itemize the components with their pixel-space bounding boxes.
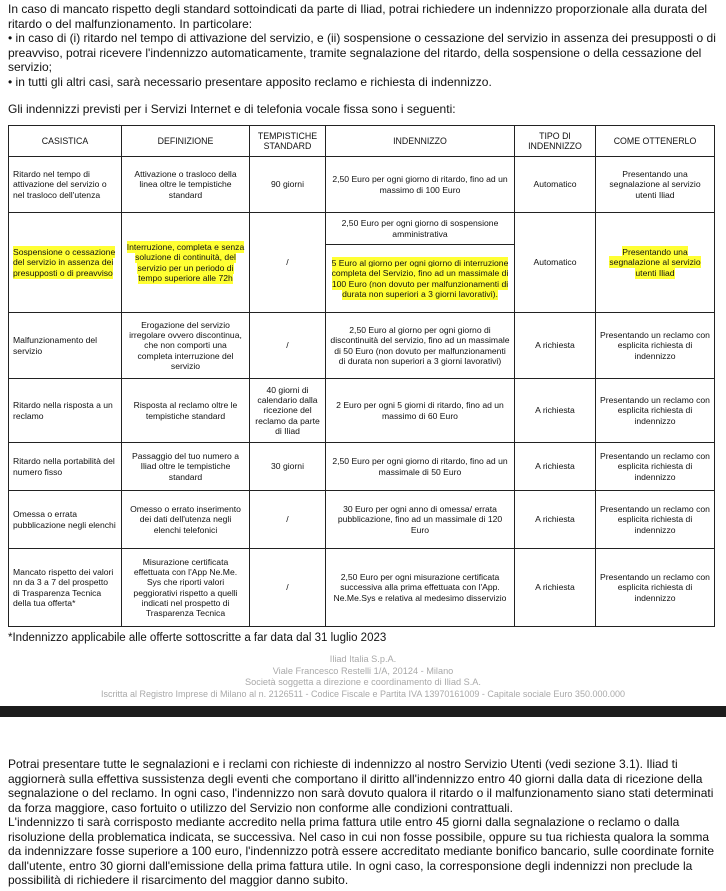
intro-text-block — [8, 2, 720, 90]
table-row — [9, 491, 715, 549]
highlighted-text: Presentando una segnalazione al servizio utenti Iliad — [609, 247, 701, 278]
header-tempistiche: TEMPISTICHE STANDARD — [250, 126, 326, 157]
page-footer — [0, 654, 726, 700]
cell-tipo: A richiesta — [515, 491, 596, 549]
footer-company: Iliad Italia S.p.A. — [329, 654, 397, 664]
cell-tipo: A richiesta — [515, 443, 596, 491]
cell-indennizzo: 2,50 Euro al giorno per ogni giorno di discontinuità del servizio, fino ad un massimale di 50 Euro (non dovuto per malfunzionamenti di durata non superiori a 3 giorni lavorativi) — [326, 313, 515, 379]
footer-address: Viale Francesco Restelli 1/A, 20124 - Milano — [272, 665, 454, 676]
table-row — [9, 549, 715, 627]
footer-direction: Società soggetta a direzione e coordinamento di Iliad S.A. — [245, 677, 481, 687]
cell-come: Presentando un reclamo con esplicita richiesta di indennizzo — [596, 313, 715, 379]
cell-casistica: Ritardo nel tempo di attivazione del servizio o nel trasloco dell'utenza — [9, 157, 122, 213]
cell-casistica: Malfunzionamento del servizio — [9, 313, 122, 379]
header-come: COME OTTENERLO — [596, 126, 715, 157]
table-row — [9, 443, 715, 491]
cell-tipo: A richiesta — [515, 379, 596, 443]
page-divider — [0, 706, 726, 717]
cell-casistica — [9, 213, 122, 313]
cell-definizione: Omesso o errato inserimento dei dati dell'utenza negli elenchi telefonici — [122, 491, 250, 549]
table-header-row — [9, 126, 715, 157]
cell-tipo: Automatico — [515, 157, 596, 213]
cell-tempistiche: / — [250, 213, 326, 313]
table-row — [9, 213, 715, 245]
indemnity-table — [8, 125, 715, 627]
cell-come: Presentando un reclamo con esplicita richiesta di indennizzo — [596, 491, 715, 549]
cell-tipo: A richiesta — [515, 549, 596, 627]
cell-definizione: Risposta al reclamo oltre le tempistiche standard — [122, 379, 250, 443]
highlighted-text: Sospensione o cessazione del servizio in assenza dei presupposti o di preavviso — [13, 247, 116, 278]
cell-tempistiche: / — [250, 313, 326, 379]
cell-tempistiche: 90 giorni — [250, 157, 326, 213]
cell-indennizzo: 2,50 Euro per ogni misurazione certificata successiva alla prima effettuata con l'App. Ne.Me.Sys e relativa al medesimo disservizio — [326, 549, 515, 627]
cell-casistica: Ritardo nella portabilità del numero fisso — [9, 443, 122, 491]
cell-definizione: Erogazione del servizio irregolare ovvero discontinua, che non comporti una completa interruzione del servizio — [122, 313, 250, 379]
cell-definizione: Attivazione o trasloco della linea oltre le tempistiche standard — [122, 157, 250, 213]
highlighted-text: Interruzione, completa e senza soluzione di continuità, del servizio per un periodo di tempo superiore alle 72h — [126, 242, 245, 283]
cell-casistica: Omessa o errata pubblicazione negli elenchi — [9, 491, 122, 549]
intro-bullet-request: • in tutti gli altri casi, sarà necessario presentare apposito reclamo e richiesta di indennizzo. — [8, 74, 492, 89]
footnote: *Indennizzo applicabile alle offerte sottoscritte a far data dal 31 luglio 2023 — [8, 632, 387, 644]
cell-tempistiche: / — [250, 491, 326, 549]
cell-definizione — [122, 213, 250, 313]
cell-indennizzo: 2,50 Euro per ogni giorno di ritardo, fino ad un massimale di 50 Euro — [326, 443, 515, 491]
header-tipo: TIPO DI INDENNIZZO — [515, 126, 596, 157]
bottom-paragraph: Potrai presentare tutte le segnalazioni e i reclami con richieste di indennizzo al nostro Servizio Utenti (vedi sezione 3.1). Iliad ti aggiornerà sulla effettiva sussistenza degli eventi che comportano il diritto all'indennizzo entro 40 giorni dalla data di ricezione della segnalazione o del reclamo. In ogni caso, l'indennizzo non sarà dovuto qualora il ritardo o il malfunzionamento siano stati determinati da forza maggiore, caso fortuito o utilizzo del Servizio non conforme alle condizioni contrattuali. — [8, 757, 714, 815]
cell-tempistiche: / — [250, 549, 326, 627]
cell-tipo: A richiesta — [515, 313, 596, 379]
cell-indennizzo: 2,50 Euro per ogni giorno di ritardo, fino ad un massimo di 100 Euro — [326, 157, 515, 213]
table-row — [9, 313, 715, 379]
intro-paragraph: In caso di mancato rispetto degli standard sottoindicati da parte di Iliad, potrai richiedere un indennizzo proporzionale alla durata del ritardo o del malfunzionamento. In particolare: — [8, 2, 708, 31]
cell-casistica: Ritardo nella risposta a un reclamo — [9, 379, 122, 443]
cell-indennizzo-sospensione: 2,50 Euro per ogni giorno di sospensione amministrativa — [326, 213, 515, 245]
cell-indennizzo: 30 Euro per ogni anno di omessa/ errata pubblicazione, fino ad un massimale di 120 Euro — [326, 491, 515, 549]
cell-come — [596, 213, 715, 313]
cell-come: Presentando un reclamo con esplicita richiesta di indennizzo — [596, 379, 715, 443]
cell-indennizzo-interruzione — [326, 245, 515, 313]
table-intro: Gli indennizzi previsti per i Servizi Internet e di telefonia vocale fissa sono i seguenti: — [8, 102, 456, 116]
cell-come: Presentando un reclamo con esplicita richiesta di indennizzo — [596, 549, 715, 627]
cell-definizione: Misurazione certificata effettuata con l'App Ne.Me. Sys che riporti valori peggiorativi rispetto a quelli indicati nel prospetto di Trasparenza Tecnica — [122, 549, 250, 627]
table-row — [9, 379, 715, 443]
cell-definizione: Passaggio del tuo numero a Iliad oltre le tempistiche standard — [122, 443, 250, 491]
cell-tempistiche: 30 giorni — [250, 443, 326, 491]
cell-indennizzo: 2 Euro per ogni 5 giorni di ritardo, fino ad un massimo di 60 Euro — [326, 379, 515, 443]
cell-tempistiche: 40 giorni di calendario dalla ricezione del reclamo da parte di Iliad — [250, 379, 326, 443]
header-casistica: CASISTICA — [9, 126, 122, 157]
bottom-paragraph: L'indennizzo ti sarà corrisposto mediante accredito nella prima fattura utile entro 45 giorni dalla segnalazione o reclamo o dalla risoluzione della problematica indicata, se successiva. Nel caso in cui non fosse possibile, oppure su tua richiesta qualora la somma da indennizzare fosse superiore a 100 euro, l'indennizzo potrà essere accreditato mediante bonifico bancario, sulle coordinate fornite dall'utente, entro 30 giorni dall'emissione della prima fattura utile. In ogni caso, la corresponsione degli indennizzi non preclude la possibilità di richiedere il risarcimento del maggior danno subito. — [8, 815, 715, 887]
cell-casistica: Mancato rispetto dei valori nn da 3 a 7 del prospetto di Trasparenza Tecnica della tua offerta* — [9, 549, 122, 627]
cell-come: Presentando una segnalazione al servizio utenti Iliad — [596, 157, 715, 213]
table-row — [9, 157, 715, 213]
header-indennizzo: INDENNIZZO — [326, 126, 515, 157]
header-definizione: DEFINIZIONE — [122, 126, 250, 157]
footer-registry: Iscritta al Registro Imprese di Milano al n. 2126511 - Codice Fiscale e Partita IVA 13970161009 - Capitale sociale Euro 350.000.000 — [101, 688, 625, 699]
highlighted-text: 5 Euro al giorno per ogni giorno di interruzione completa del Servizio, fino ad un massimale di 100 Euro (non dovuto per malfunzionamenti di durata non superiori a 3 giorni lavorativi). — [331, 258, 509, 299]
intro-bullet-automatic: • in caso di (i) ritardo nel tempo di attivazione del servizio, e (ii) sospensione o cessazione del servizio in assenza dei presupposti o di preavviso, potrai ricevere l'indennizzo automaticamente, tramite segnalazione del ritardo, della sospensione o della cessazione del servizio; — [8, 31, 716, 75]
cell-come: Presentando un reclamo con esplicita richiesta di indennizzo — [596, 443, 715, 491]
cell-tipo: Automatico — [515, 213, 596, 313]
bottom-text-block — [8, 757, 720, 888]
